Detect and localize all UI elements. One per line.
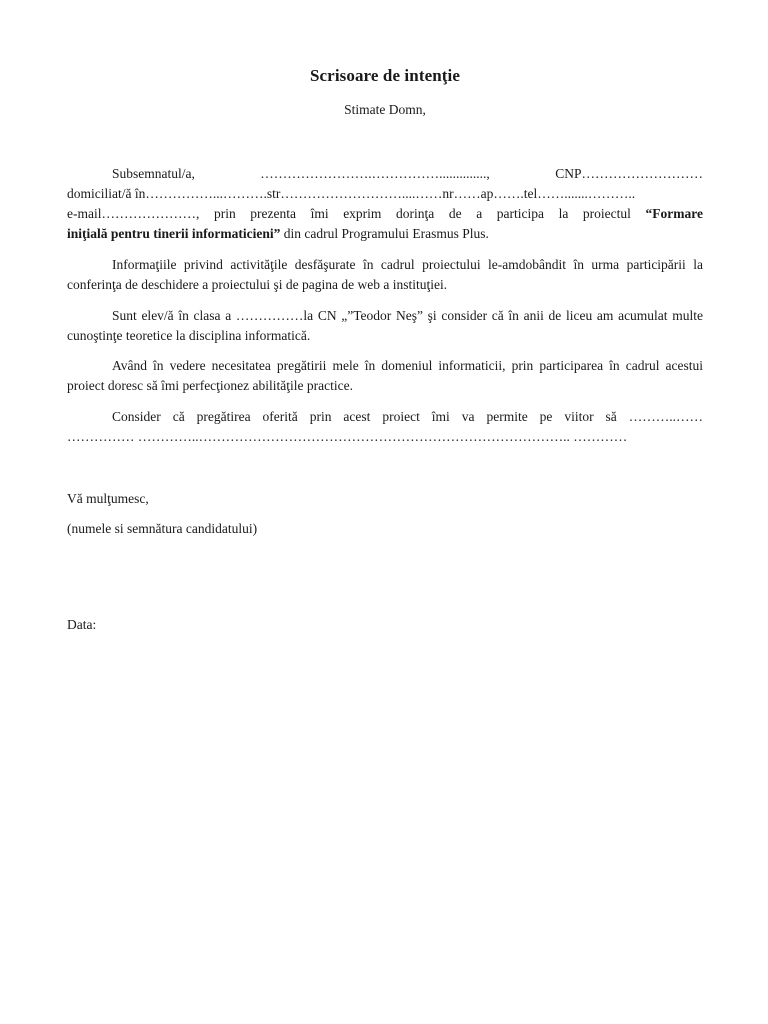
paragraph-student: Sunt elev/ă în clasa a ……………la CN „”Teodor Neş” şi consider că în anii de liceu am acumulat multe cunoştinţe teoretice la disciplina informatică. xyxy=(67,308,703,343)
date-label: Data: xyxy=(67,617,97,632)
document-title: Scrisoare de intenţie xyxy=(309,66,461,85)
line-email xyxy=(67,204,703,224)
email-text: e-mail…………………, prin prezenta îmi exprim dorinţa de a participa la proiectul xyxy=(67,206,646,221)
future-line-1: Consider că pregătirea oferită prin acest proiect îmi va permite pe viitor să ………..…… xyxy=(112,409,703,424)
line-address xyxy=(67,184,703,204)
paragraph-motivation: Având în vedere necesitatea pregătirii mele în domeniul informaticii, prin participarea în cadrul acestui proiect doresc să îmi perfecţionez abilităţile practice. xyxy=(67,358,703,393)
name-label: Subsemnatul/a, xyxy=(112,166,195,181)
paragraph-personal-details xyxy=(67,164,703,244)
program-text: din cadrul Programului Erasmus Plus. xyxy=(280,226,489,241)
future-line-2: …………… …………..……………………………………………………………………….. ………… xyxy=(67,429,628,444)
paragraph-information: Informaţiile privind activităţile desfăşurate în cadrul proiectului le-amdobândit în urma participării la conferinţa de deschidere a proiectului şi de pagina de web a instituţiei. xyxy=(67,257,703,292)
project-name-part1: “Formare xyxy=(645,206,703,221)
signature-line: (numele si semnătura candidatului) xyxy=(67,521,258,536)
line-name-cnp xyxy=(67,164,703,184)
cnp-field: CNP……………………… xyxy=(555,166,703,181)
name-field-dots: …………………….…………….............., xyxy=(260,166,490,181)
salutation: Stimate Domn, xyxy=(344,102,426,117)
line-project xyxy=(67,224,703,244)
letter-page xyxy=(67,0,703,1024)
paragraph-future xyxy=(67,407,703,447)
closing-thanks: Vă mulţumesc, xyxy=(67,491,149,506)
address-field: domiciliat/ă în……………...……….str………………………....……nr……ap…….tel…….......……….. xyxy=(67,186,636,201)
project-name-part2: iniţială pentru tinerii informaticieni” xyxy=(67,226,281,241)
